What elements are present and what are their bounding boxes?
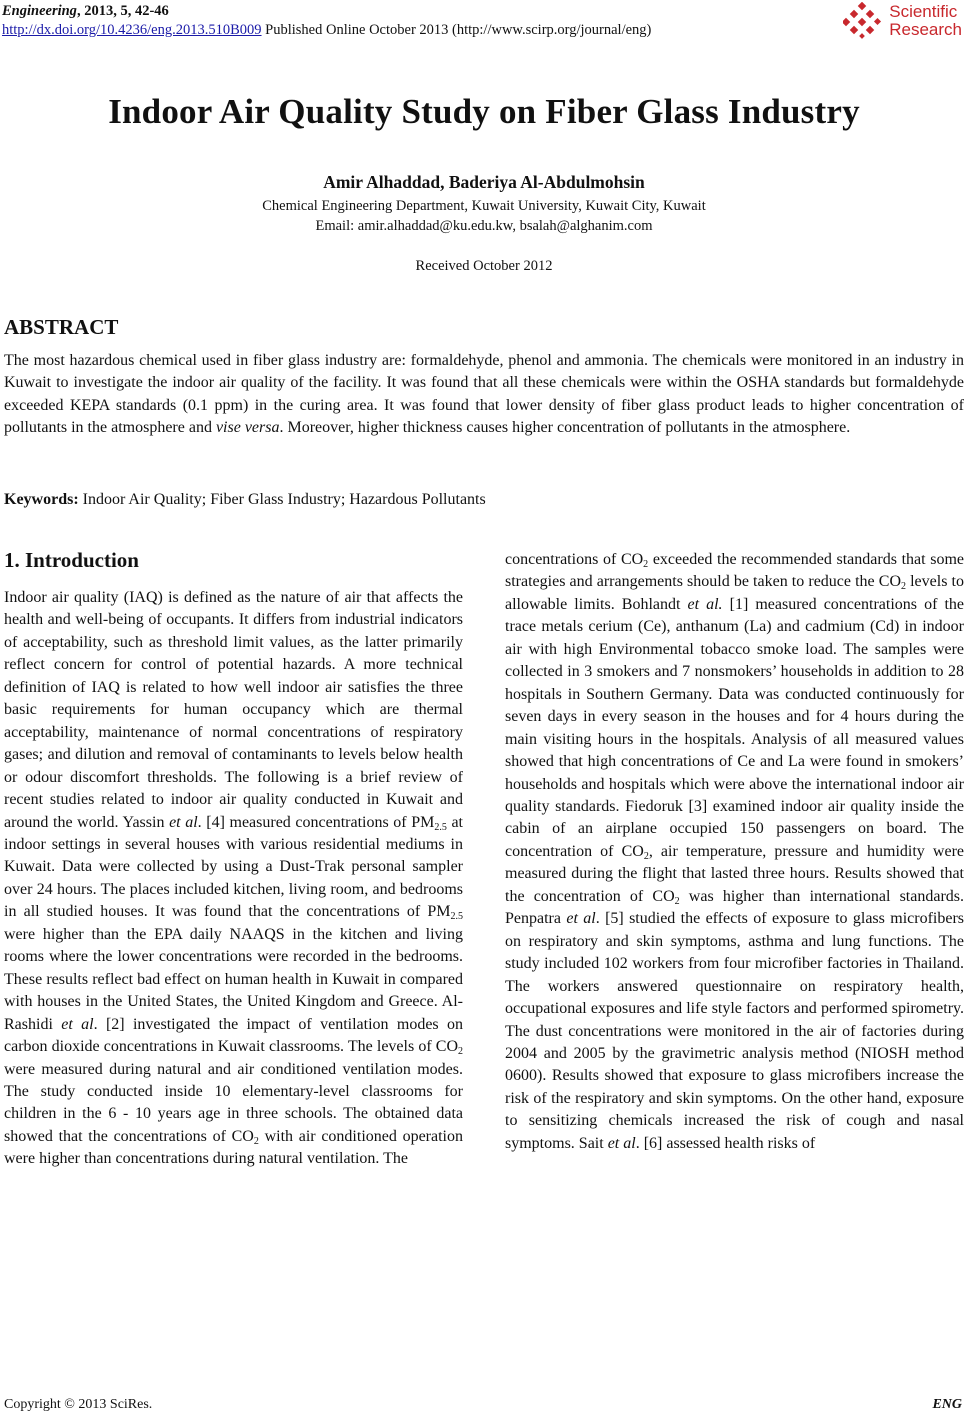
text-run: [6] assessed health risks of [639,1134,816,1152]
author-affiliation-block [0,196,968,236]
text-run: at indoor settings in several houses with various residential mediums in Kuwait. Data were collected by using a Dust-Trak personal sampler over 24 hours. The places included kitchen, living room, and bedrooms in all studied houses. It was found that the concentrations of PM [4,813,464,921]
journal-volume-pages: , 2013, 5, 42-46 [76,3,169,19]
text-run: [2] investigated the impact of ventilation modes on carbon dioxide concentrations in Kuwait classrooms. The levels of CO [4,1015,463,1056]
logo-wordmark [889,3,962,39]
author-emails: Email: amir.alhaddad@ku.edu.kw, bsalah@alghanim.com [315,218,653,234]
text-run: Indoor air quality (IAQ) is defined as the nature of air that affects the health and well-being of occupants. It differs from industrial indicators of acceptability, such as threshold limit values, as the latter primarily reflect concern for control of potential hazards. A more technical definition of IAQ is related to how well indoor air satisfies the three basic requirements for human occupancy which are thermal acceptability, maintenance of normal concentrations of respiratory gases; and dilution and removal of contaminants to levels below health or odour discomfort thresholds. The following is a brief review of recent studies related to indoor air quality conducted in Kuwait and around the world. Yassin [4,589,463,831]
logo-text-line2: Research [889,20,962,39]
text-run: [5] studied the effects of exposure to glass microfibers on respiratory and skin symptoms, asthma and lung functions. The study included 102 workers from four microfiber factories in Thailand. The workers answered questionnaire on respiratory health, occupational exposures and life style factors and performed spirometry. The dust concentrations were monitored in the air of factories during 2004 and 2005 by the gravimetric analysis method (NIOSH method 0600). Results showed that exposure to glass microfibers increase the risk of the respiratory and skin symptoms. On the other hand, exposure to sensitizing chemicals increased the risk of cough and nasal symptoms. Sait [505,910,964,1152]
intro-paragraph: Indoor air quality (IAQ) is defined as the nature of air that affects the health and well-being of occupants. It differs from industrial indicators of acceptability, such as threshold limit values, as the latter primarily reflect concern for control of potential hazards. A more technical definition of IAQ is related to how well indoor air satisfies the three basic requirements for human occupancy which are thermal acceptability, maintenance of normal concentrations of respiratory gases; and dilution and removal of contaminants to levels below health or odour discomfort thresholds. The following is a brief review of recent studies related to indoor air quality conducted in Kuwait and around the world. Yassin et al. [4] measured concentrations of $PM_{2.5}$ at indoor settings in several houses with various residential mediums in Kuwait. Data were collected by using a Dust-Trak personal sampler over 24 hours. The places included kitchen, living room, and bedrooms in all studied houses. It was found that the concentrations of $PM_{2.5}$ were higher than the EPA daily NAAQS in the kitchen and living rooms where the lower concentrations were recorded in the bedrooms. These results reflect bad effect on human health in Kuwait in compared with houses in the United States, the United Kingdom and Greece. Al-Rashidi et al. [2] investigated the impact of ventilation modes on carbon dioxide concentrations in Kuwait classrooms. The levels of $CO_2$ were measured during natural and air conditioned ventilation modes. The study conducted inside 10 elementary-level classrooms for children in the 6 - 10 years age in three schools. The obtained data showed that the concentrations of $CO_2$ with air conditioned operation were higher than concentrations during natural ventilation. The [4,589,464,1168]
text-run: were higher than the EPA daily NAAQS in the kitchen and living rooms where the lower concentrations were recorded in the bedrooms. These results reflect bad effect on human health in Kuwait in compared with houses in the United States, the United Kingdom and Greece. Al-Rashidi [4,925,463,1033]
body-column-right [505,549,964,1155]
abstract-heading: ABSTRACT [4,315,119,339]
text-run: were measured during natural and air conditioned ventilation modes. The study conducted inside 10 elementary-level classrooms for children in the 6 - 10 years age in three schools. The obtained data showed that the concentrations of CO [4,1060,463,1145]
doi-link[interactable]: http://dx.doi.org/10.4236/eng.2013.510B009 [2,22,262,38]
abstract-italic: vise versa [215,418,280,436]
et-al: et al [566,910,596,928]
journal-citation [2,2,651,21]
copyright-footer: Copyright © 2013 SciRes. [4,1397,153,1412]
text-run: [4] measured concentrations of PM [201,813,435,831]
text-run: with air conditioned operation were higher than concentrations during natural ventilation. The [4,1127,464,1168]
subscript: 2 [674,895,680,907]
affiliation: Chemical Engineering Department, Kuwait University, Kuwait City, Kuwait [262,198,706,214]
text-run: exceeded the recommended standards that some strategies and arrangements should be taken to reduce the CO [505,551,964,591]
journal-name: Engineering [2,3,77,19]
subscript: 2 [253,1135,259,1147]
subscript: 2.5 [450,911,463,923]
abstract-body: The most hazardous chemical used in fiber glass industry are: formaldehyde, phenol and ammonia. The chemicals were monitored in an industry in Kuwait to investigate the indoor air quality of the facility. It was found that all these chemicals were within the OSHA standards but formaldehyde exceeded KEPA standards (0.1 ppm) in the curing area. It was found that lower density of fiber glass product leads to higher concentration of pollutants in the atmosphere and [4,352,964,436]
subscript: 2.5 [434,821,447,833]
abstract-text [4,350,964,439]
subscript: 2 [458,1046,463,1058]
scientific-research-logo-icon [843,2,883,40]
text-run: levels to allowable limits. Bohlandt [505,573,964,613]
text-run: [1] measured concentrations of the trace metals cerium (Ce), anthanum (La) and cadmium (Cd) in indoor air with high Environmental tobacco smoke load. The samples were collected in 3 smokers and 7 nonsmokers’ households in addition to 28 hospitals in Southern Germany. Data was conducted continuously for seven days in every season in the houses and for 4 hours during the main visiting hours in the hospitals. Analysis of all measured values showed that high concentrations of Ce and La were found in smokers’ households and hospitals which were above the international indoor air quality standards. Fiedoruk [3] examined indoor air quality inside the cabin of an airplane occupied 150 passengers on board. The concentration of CO [505,595,964,860]
section-heading-introduction: 1. Introduction [4,548,139,572]
keywords-label: Keywords: [4,491,79,508]
et-al: et al [61,1015,94,1033]
text-run: was higher than international standards. Penpatra [505,887,965,928]
et-al: et al [169,813,198,831]
subscript: 2 [643,559,649,570]
text-run: , air temperature, pressure and humidity were measured during the flight that lasted three hours. Results showed that the concentration of CO [505,842,964,905]
paper-title: Indoor Air Quality Study on Fiber Glass Industry [108,92,860,131]
received-date: Received October 2012 [415,258,553,274]
logo-text-line1: Scientific [889,2,958,21]
text-run: concentrations of CO [505,551,644,568]
paper-authors: Amir Alhaddad, Baderiya Al-Abdulmohsin [323,172,645,192]
et-al: et al. [687,595,723,613]
et-al: et al [607,1134,636,1152]
body-column-left [4,587,463,1171]
published-online-text: Published Online October 2013 (http://www.scirp.org/journal/eng) [261,22,652,38]
journal-abbreviation: ENG [932,1397,962,1412]
keywords-text: Indoor Air Quality; Fiber Glass Industry; Hazardous Pollutants [78,491,486,508]
journal-header [2,2,651,40]
subscript: 2 [901,581,906,593]
intro-paragraph-continued: concentrations of $CO_2$ exceeded the recommended standards that some strategies and arrangements should be taken to reduce the $CO_2$ levels to allowable limits. Bohlandt et al. [1] measured concentrations of the trace metals cerium (Ce), anthanum (La) and cadmium (Cd) in indoor air with high Environmental tobacco smoke load. The samples were collected in 3 smokers and 7 nonsmokers’ households in addition to 28 hospitals in Southern Germany. Data was conducted continuously for seven days in every season in the houses and for 4 hours during the main visiting hours in the hospitals. Analysis of all measured values showed that high concentrations of Ce and La were found in smokers’ households and hospitals which were above the international indoor air quality standards. Fiedoruk [3] examined indoor air quality inside the cabin of an airplane occupied 150 passengers on board. The concentration of $CO_2$, air temperature, pressure and humidity were measured during the flight that lasted three hours. Results showed that the concentration of $CO_2$ was higher than international standards. Penpatra et al. [5] studied the effects of exposure to glass microfibers on respiratory and skin symptoms, asthma and lung functions. The study included 102 workers from four microfiber factories in Thailand. The workers answered questionnaire on respiratory health, occupational exposures and life style factors and performed spirometry. The dust concentrations were monitored in the air of factories during 2004 and 2005 by the gravimetric analysis method (NIOSH method 0600). Results showed that exposure to glass microfibers increase the risk of the respiratory and skin symptoms. On the other hand, exposure to sensitizing chemicals increased the risk of cough and nasal symptoms. Sait et al. [6] assessed health risks of [505,551,965,1152]
subscript: 2 [643,850,649,862]
keywords [4,491,486,509]
abstract-end: . Moreover, higher thickness causes higher concentration of pollutants in the atmosphere. [279,418,851,436]
publisher-logo [843,2,962,40]
